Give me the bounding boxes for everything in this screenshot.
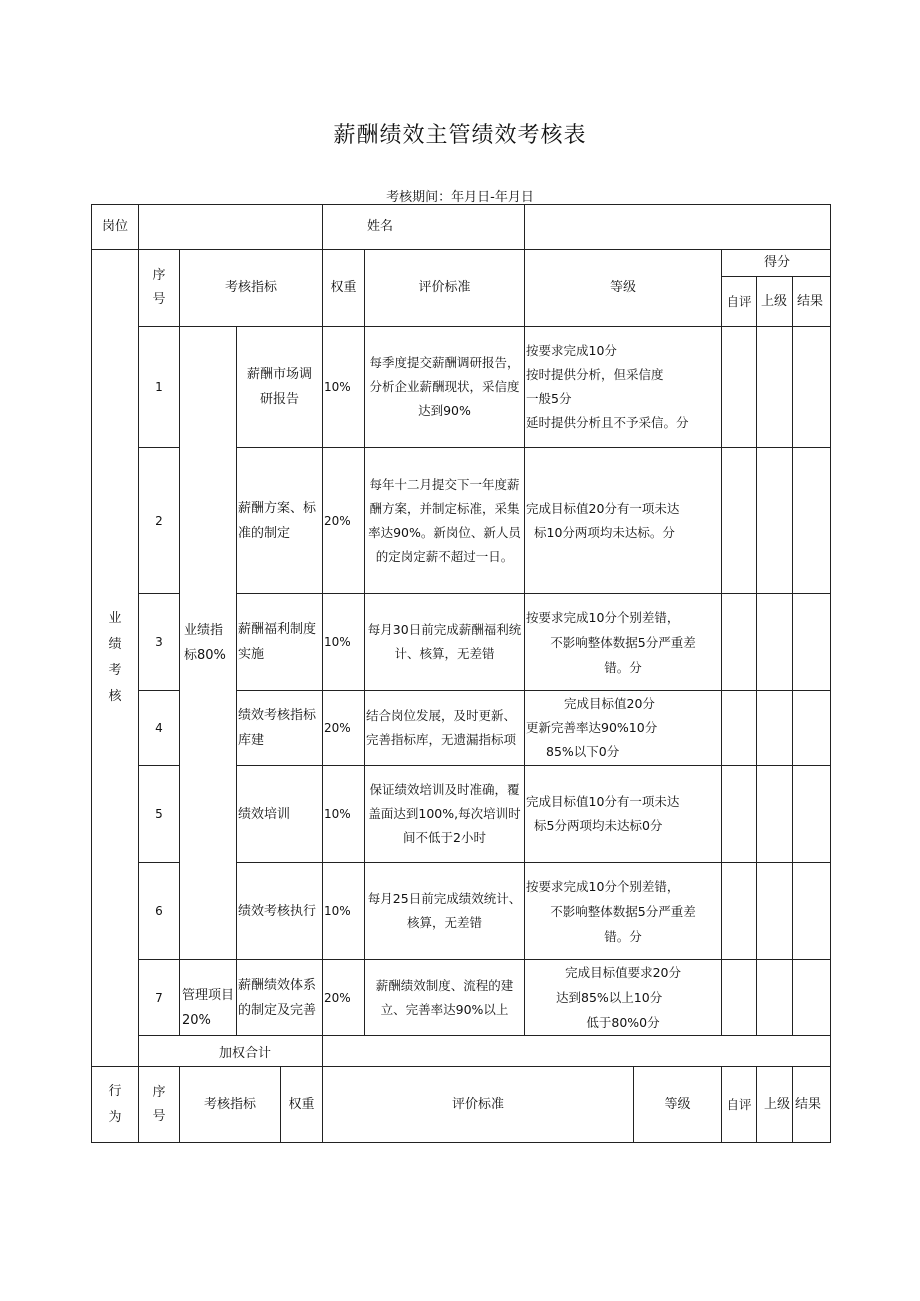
grade-line: 一般5分 <box>526 391 572 406</box>
grade-line: 完成目标值10分有一项未达 <box>526 794 680 809</box>
weighted-total-label: 加权合计 <box>139 1036 323 1067</box>
row-standard: 每月25日前完成绩效统计、核算，无差错 <box>365 863 525 960</box>
score-superior[interactable] <box>757 594 793 691</box>
grade-line: 更新完善率达90%10分 <box>526 720 658 735</box>
col-superior: 上级 <box>757 1067 793 1143</box>
score-self[interactable] <box>722 448 757 594</box>
section-behavior: 行为 <box>92 1067 139 1143</box>
row-weight: 10% <box>323 594 365 691</box>
col-result: 结果 <box>793 277 831 327</box>
col-self: 自评 <box>722 1067 757 1143</box>
score-superior[interactable] <box>757 960 793 1036</box>
grade-line: 按时提供分析，但采信度 <box>526 367 664 382</box>
score-self[interactable] <box>722 766 757 863</box>
col-seq: 序号 <box>139 1067 180 1143</box>
row-seq: 1 <box>139 327 180 448</box>
col-self: 自评 <box>722 277 757 327</box>
row-weight: 10% <box>323 863 365 960</box>
col-result: 结果 <box>793 1067 831 1143</box>
grade-line: 不影响整体数据5分严重差 <box>550 634 696 650</box>
table-row <box>92 960 831 1036</box>
score-superior[interactable] <box>757 691 793 766</box>
row-grade <box>525 327 722 448</box>
grade-line: 完成目标值20分 <box>564 696 655 711</box>
weighted-total-value[interactable] <box>323 1036 831 1067</box>
grade-line: 标5分两项均未达标0分 <box>534 818 663 833</box>
row-grade <box>525 766 722 863</box>
row-seq: 2 <box>139 448 180 594</box>
row-grade <box>525 691 722 766</box>
grade-line: 错。分 <box>604 659 642 675</box>
row-standard: 保证绩效培训及时准确，覆盖面达到100%,每次培训时间不低于2小时 <box>365 766 525 863</box>
row-indicator: 薪酬市场调研报告 <box>237 327 323 448</box>
score-result[interactable] <box>793 863 831 960</box>
grade-line: 不影响整体数据5分严重差 <box>550 903 696 919</box>
score-superior[interactable] <box>757 863 793 960</box>
score-superior[interactable] <box>757 327 793 448</box>
row-seq: 7 <box>139 960 180 1036</box>
score-result[interactable] <box>793 766 831 863</box>
row-grade <box>525 594 722 691</box>
row-standard: 薪酬绩效制度、流程的建立、完善率达90%以上 <box>365 960 525 1036</box>
post-field[interactable] <box>139 205 323 250</box>
col-weight: 权重 <box>323 250 365 327</box>
name-field[interactable] <box>525 205 831 250</box>
row-weight: 10% <box>323 327 365 448</box>
score-self[interactable] <box>722 863 757 960</box>
row-seq: 5 <box>139 766 180 863</box>
grade-line: 延时提供分析且不予采信。分 <box>526 415 689 430</box>
row-standard: 每月30日前完成薪酬福利统计、核算，无差错 <box>365 594 525 691</box>
row-weight: 20% <box>323 448 365 594</box>
row-indicator: 绩效考核执行 <box>237 863 323 960</box>
grade-line: 按要求完成10分个别差错， <box>526 878 680 894</box>
table-row <box>92 327 831 448</box>
row-standard: 每年十二月提交下一年度薪酬方案，并制定标准，采集率达90%。新岗位、新人员的定岗定薪不超过一日。 <box>365 448 525 594</box>
group-management: 管理项目20% <box>180 960 237 1036</box>
grade-line: 低于80%0分 <box>586 1015 660 1030</box>
row-standard: 每季度提交薪酬调研报告，分析企业薪酬现状，采信度达到90% <box>365 327 525 448</box>
row-grade <box>525 863 722 960</box>
row-indicator: 薪酬绩效体系的制定及完善 <box>237 960 323 1036</box>
grade-line: 完成目标值20分有一项未达 <box>526 500 680 516</box>
score-self[interactable] <box>722 691 757 766</box>
grade-line: 完成目标值要求20分 <box>565 965 681 980</box>
row-indicator: 绩效考核指标库建 <box>237 691 323 766</box>
row-seq: 3 <box>139 594 180 691</box>
grade-line: 错。分 <box>604 928 642 944</box>
row-seq: 4 <box>139 691 180 766</box>
post-label: 岗位 <box>92 205 139 250</box>
score-result[interactable] <box>793 960 831 1036</box>
col-indicator: 考核指标 <box>180 1067 281 1143</box>
row-standard: 结合岗位发展，及时更新、完善指标库，无遗漏指标项 <box>365 691 525 766</box>
score-result[interactable] <box>793 327 831 448</box>
grade-line: 达到85%以上10分 <box>556 990 663 1005</box>
group-performance: 业绩指标80% <box>180 327 237 960</box>
score-self[interactable] <box>722 594 757 691</box>
score-result[interactable] <box>793 448 831 594</box>
col-superior: 上级 <box>757 277 793 327</box>
section-performance: 业绩考核 <box>92 250 139 1067</box>
page-title: 薪酬绩效主管绩效考核表 <box>333 123 587 148</box>
row-indicator: 薪酬方案、标准的制定 <box>237 448 323 594</box>
row-grade <box>525 960 722 1036</box>
col-standard: 评价标准 <box>323 1067 634 1143</box>
score-self[interactable] <box>722 327 757 448</box>
name-label: 姓名 <box>323 205 525 250</box>
row-weight: 10% <box>323 766 365 863</box>
col-score: 得分 <box>722 250 831 277</box>
score-superior[interactable] <box>757 766 793 863</box>
grade-line: 按要求完成10分个别差错， <box>526 609 680 625</box>
row-seq: 6 <box>139 863 180 960</box>
row-grade <box>525 448 722 594</box>
row-indicator: 绩效培训 <box>237 766 323 863</box>
row-weight: 20% <box>323 691 365 766</box>
grade-line: 85%以下0分 <box>546 744 620 759</box>
row-weight: 20% <box>323 960 365 1036</box>
score-result[interactable] <box>793 594 831 691</box>
grade-line: 按要求完成10分 <box>526 343 617 358</box>
col-indicator: 考核指标 <box>180 250 323 327</box>
col-grade: 等级 <box>634 1067 722 1143</box>
col-weight: 权重 <box>281 1067 323 1143</box>
col-seq: 序号 <box>139 250 180 327</box>
score-superior[interactable] <box>757 448 793 594</box>
row-indicator: 薪酬福利制度实施 <box>237 594 323 691</box>
grade-line: 标10分两项均未达标。分 <box>534 524 675 540</box>
col-grade: 等级 <box>525 250 722 327</box>
col-standard: 评价标准 <box>365 250 525 327</box>
assessment-table <box>91 204 831 1143</box>
evaluation-period: 考核期间：年月日-年月日 <box>386 190 534 205</box>
score-self[interactable] <box>722 960 757 1036</box>
score-result[interactable] <box>793 691 831 766</box>
